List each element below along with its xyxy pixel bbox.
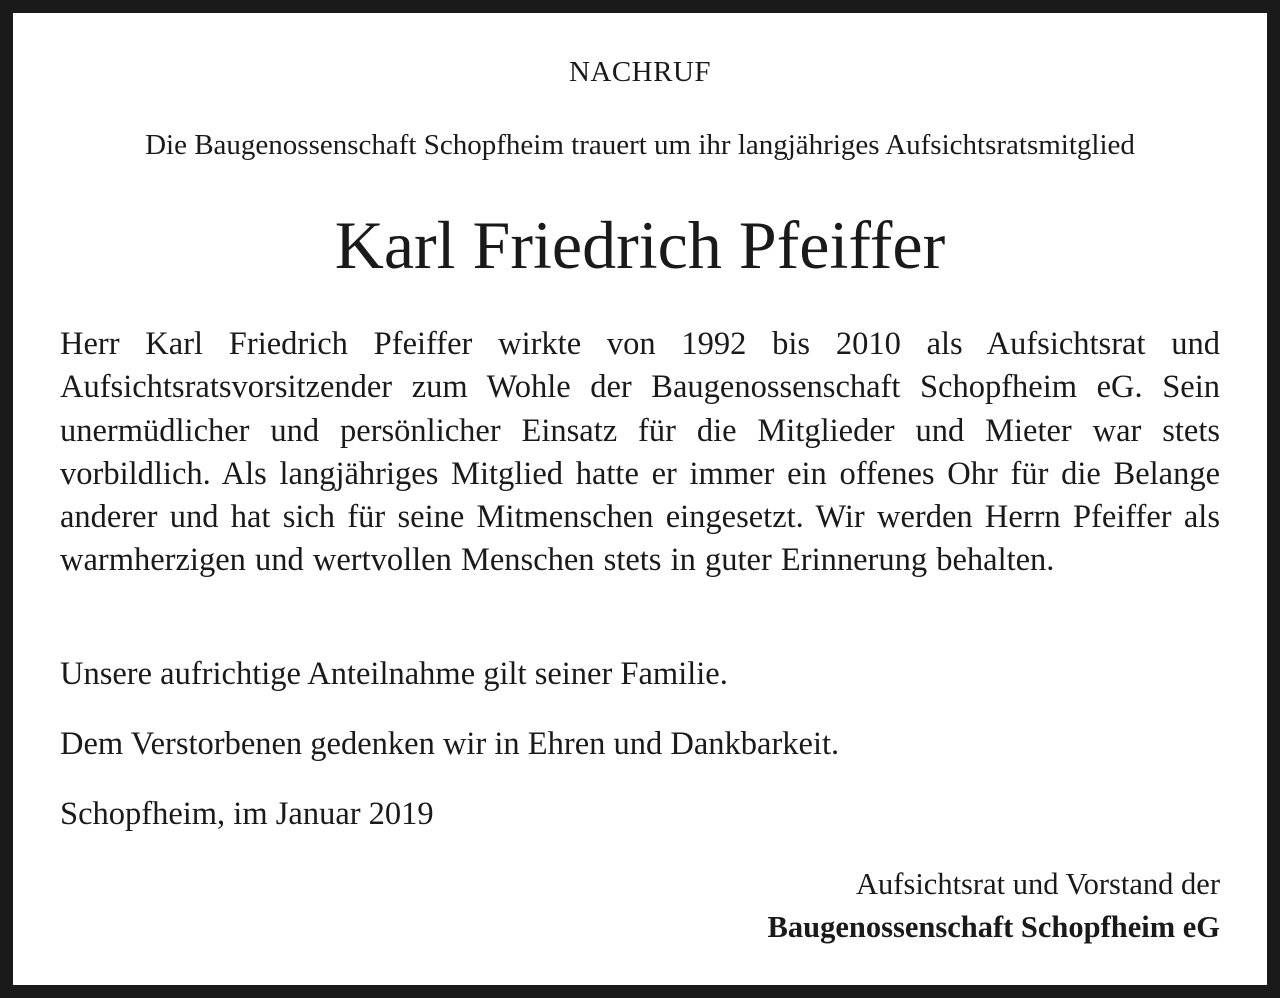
remembrance-line: Dem Verstorbenen gedenken wir in Ehren und Dankbarkeit.: [60, 726, 840, 762]
place-date-line: Schopfheim, im Januar 2019: [60, 796, 434, 832]
notice-intro: Die Baugenossenschaft Schopfheim trauert um ihr langjähriges Aufsichtsratsmitglied: [145, 129, 1135, 161]
deceased-name: Karl Friedrich Pfeiffer: [334, 207, 946, 283]
notice-heading: NACHRUF: [568, 56, 712, 88]
notice-body-paragraph: Herr Karl Friedrich Pfeiffer wirkte von 1992 bis 2010 als Aufsichtsrat und Aufsichtsratsvorsitzender zum Wohle der Baugenossenschaft Schopfheim eG. Sein unermüdlicher und persönlicher Einsatz für die Mitglieder und Mieter war stets vorbildlich. Als langjähriges Mitglied hatte er immer ein offenes Ohr für die Belange anderer und hat sich für seine Mitmenschen eingesetzt. Wir werden Herrn Pfeiffer als warmherzigen und wertvollen Menschen stets in guter Erinnerung behalten.: [60, 326, 1220, 579]
signature-line-1: Aufsichtsrat und Vorstand der: [856, 867, 1220, 901]
signature-line-2: Baugenossenschaft Schopfheim eG: [767, 910, 1220, 944]
condolence-line: Unsere aufrichtige Anteilnahme gilt seiner Familie.: [60, 656, 728, 692]
